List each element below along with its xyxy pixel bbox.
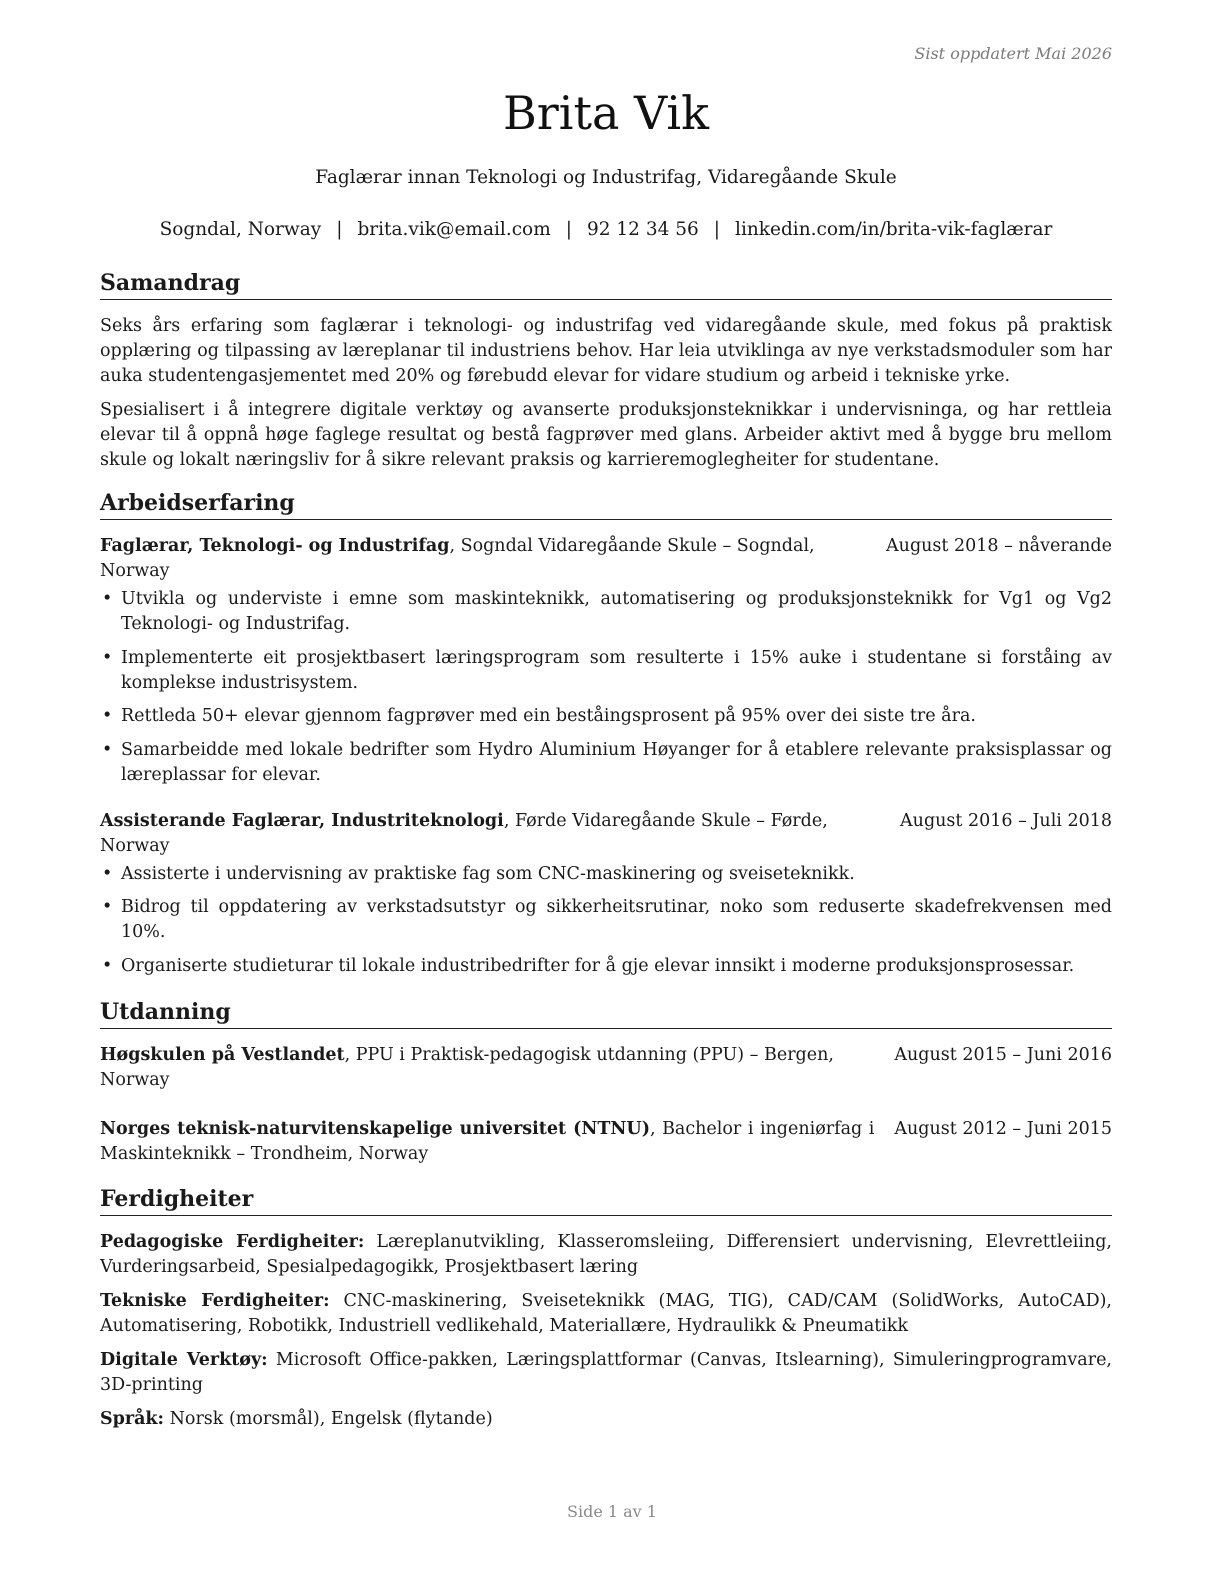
skill-text: CNC-maskinering, Sveiseteknikk (MAG, TIG), CAD/CAM (SolidWorks, AutoCAD), Automatisering, Robotikk, Industriell vedlikehald, Materiallære, Hydraulikk & Pneumatikk bbox=[100, 1290, 1112, 1336]
job-role: Assisterande Faglærar, Industriteknologi bbox=[100, 810, 504, 831]
skill-label: Tekniske Ferdigheiter: bbox=[100, 1290, 330, 1311]
education-section bbox=[100, 997, 1112, 1167]
education-dates: August 2015 – Juni 2016 bbox=[894, 1044, 1112, 1065]
experience-section bbox=[100, 488, 1112, 979]
resume-content bbox=[100, 268, 1112, 1432]
job-dates: August 2016 – Juli 2018 bbox=[900, 810, 1112, 831]
summary-paragraph: Spesialisert i å integrere digitale verktøy og avanserte produksjonsteknikkar i undervisninga, og har rettleia elevar til å oppnå høge faglege resultat og bestå fagprøver med glans. Arbeider aktivt med å bygge bru mellom skule og lokalt næringsliv for å sikre relevant praksis og karrieremoglegheiter for studentane. bbox=[100, 400, 1112, 470]
education-dates: August 2012 – Juni 2015 bbox=[894, 1118, 1112, 1139]
skill-text: Norsk (morsmål), Engelsk (flytande) bbox=[164, 1408, 493, 1429]
summary-paragraph: Seks års erfaring som faglærar i teknologi- og industrifag ved vidaregåande skule, med fokus på praktisk opplæring og tilpassing av læreplanar til industriens behov. Har leia utviklinga av nye verkstadsmoduler som har auka studentengasjementet med 20% og førebudd elevar for vidare studium og arbeid i tekniske yrke. bbox=[100, 316, 1112, 386]
page-number: Side 1 av 1 bbox=[567, 1502, 657, 1521]
education-entry bbox=[100, 1043, 1112, 1093]
job-bullets bbox=[100, 862, 1112, 979]
contact-email[interactable]: brita.vik@email.com bbox=[357, 219, 551, 240]
section-title: Samandrag bbox=[100, 268, 1112, 300]
skill-text: Microsoft Office-pakken, Læringsplattformar (Canvas, Itslearning), Simuleringprogramvare, 3D-printing bbox=[100, 1349, 1112, 1395]
skill-row bbox=[100, 1348, 1112, 1398]
education-school: Høgskulen på Vestlandet bbox=[100, 1044, 345, 1065]
skill-row bbox=[100, 1407, 1112, 1432]
job-dates: August 2018 – nåverande bbox=[886, 536, 1112, 556]
skills-section bbox=[100, 1184, 1112, 1432]
education-entry bbox=[100, 1117, 1112, 1167]
job-role: Faglærar, Teknologi- og Industrifag bbox=[100, 536, 450, 556]
contact-phone: 92 12 34 56 bbox=[586, 219, 699, 240]
section-title: Ferdigheiter bbox=[100, 1184, 1112, 1216]
job-header bbox=[100, 809, 1112, 859]
list-item: • Samarbeidde med lokale bedrifter som Hydro Aluminium Høyanger for å etablere relevante praksisplassar og læreplassar for elevar. bbox=[100, 738, 1112, 788]
skill-row bbox=[100, 1289, 1112, 1339]
section-title: Utdanning bbox=[100, 997, 1112, 1029]
last-updated-note: Sist oppdatert Mai 2026 bbox=[914, 44, 1112, 63]
education-detail: , PPU i Praktisk-pedagogisk utdanning (PPU) – Bergen, Norway bbox=[100, 1044, 834, 1090]
list-item: • Bidrog til oppdatering av verkstadsutstyr og sikkerheitsrutinar, noko som reduserte skadefrekvensen med 10%. bbox=[100, 895, 1112, 945]
skill-text: Læreplanutvikling, Klasseromsleiing, Differensiert undervisning, Elevrettleiing, Vurderingsarbeid, Spesialpedagogikk, Prosjektbasert læring bbox=[100, 1231, 1112, 1277]
job-entry bbox=[100, 534, 1112, 788]
list-item: • Implementerte eit prosjektbasert læringsprogram som resulterte i 15% auke i studentane si forståing av komplekse industrisystem. bbox=[100, 646, 1112, 696]
list-item: • Assisterte i undervisning av praktiske fag som CNC-maskinering og sveiseteknikk. bbox=[100, 862, 1112, 887]
skill-label: Pedagogiske Ferdigheiter: bbox=[100, 1231, 365, 1252]
contact-linkedin[interactable]: linkedin.com/in/brita-vik-faglærar bbox=[735, 219, 1053, 240]
skill-row bbox=[100, 1230, 1112, 1280]
education-detail: , Bachelor i ingeniørfag i Maskinteknikk – Trondheim, Norway bbox=[100, 1118, 875, 1164]
list-item: • Organiserte studieturar til lokale industribedrifter for å gje elevar innsikt i moderne produksjonsprosessar. bbox=[100, 954, 1112, 979]
list-item: • Rettleda 50+ elevar gjennom fagprøver med ein beståingsprosent på 95% over dei siste tre åra. bbox=[100, 704, 1112, 729]
job-bullets bbox=[100, 587, 1112, 788]
contact-separator: | bbox=[336, 219, 343, 240]
education-school: Norges teknisk-naturvitenskapelige universitet (NTNU) bbox=[100, 1118, 650, 1139]
contact-separator: | bbox=[565, 219, 572, 240]
job-place: , Førde Vidaregåande Skule – Førde, Norway bbox=[100, 810, 828, 856]
person-name: Brita Vik bbox=[502, 86, 710, 140]
list-item: • Utvikla og underviste i emne som maskinteknikk, automatisering og produksjonsteknikk for Vg1 og Vg2 Teknologi- og Industrifag. bbox=[100, 587, 1112, 637]
job-place: , Sogndal Vidaregåande Skule – Sogndal, Norway bbox=[100, 536, 815, 581]
job-entry bbox=[100, 809, 1112, 979]
skill-label: Digitale Verktøy: bbox=[100, 1349, 268, 1370]
summary-section bbox=[100, 268, 1112, 473]
section-title: Arbeidserfaring bbox=[100, 488, 1112, 520]
contact-separator: | bbox=[713, 219, 721, 240]
contact-line bbox=[100, 219, 1112, 240]
skill-label: Språk: bbox=[100, 1408, 165, 1429]
headline: Faglærar innan Teknologi og Industrifag, Vidaregåande Skule bbox=[315, 167, 897, 188]
contact-location: Sogndal, Norway bbox=[159, 219, 322, 240]
job-header bbox=[100, 534, 1112, 584]
